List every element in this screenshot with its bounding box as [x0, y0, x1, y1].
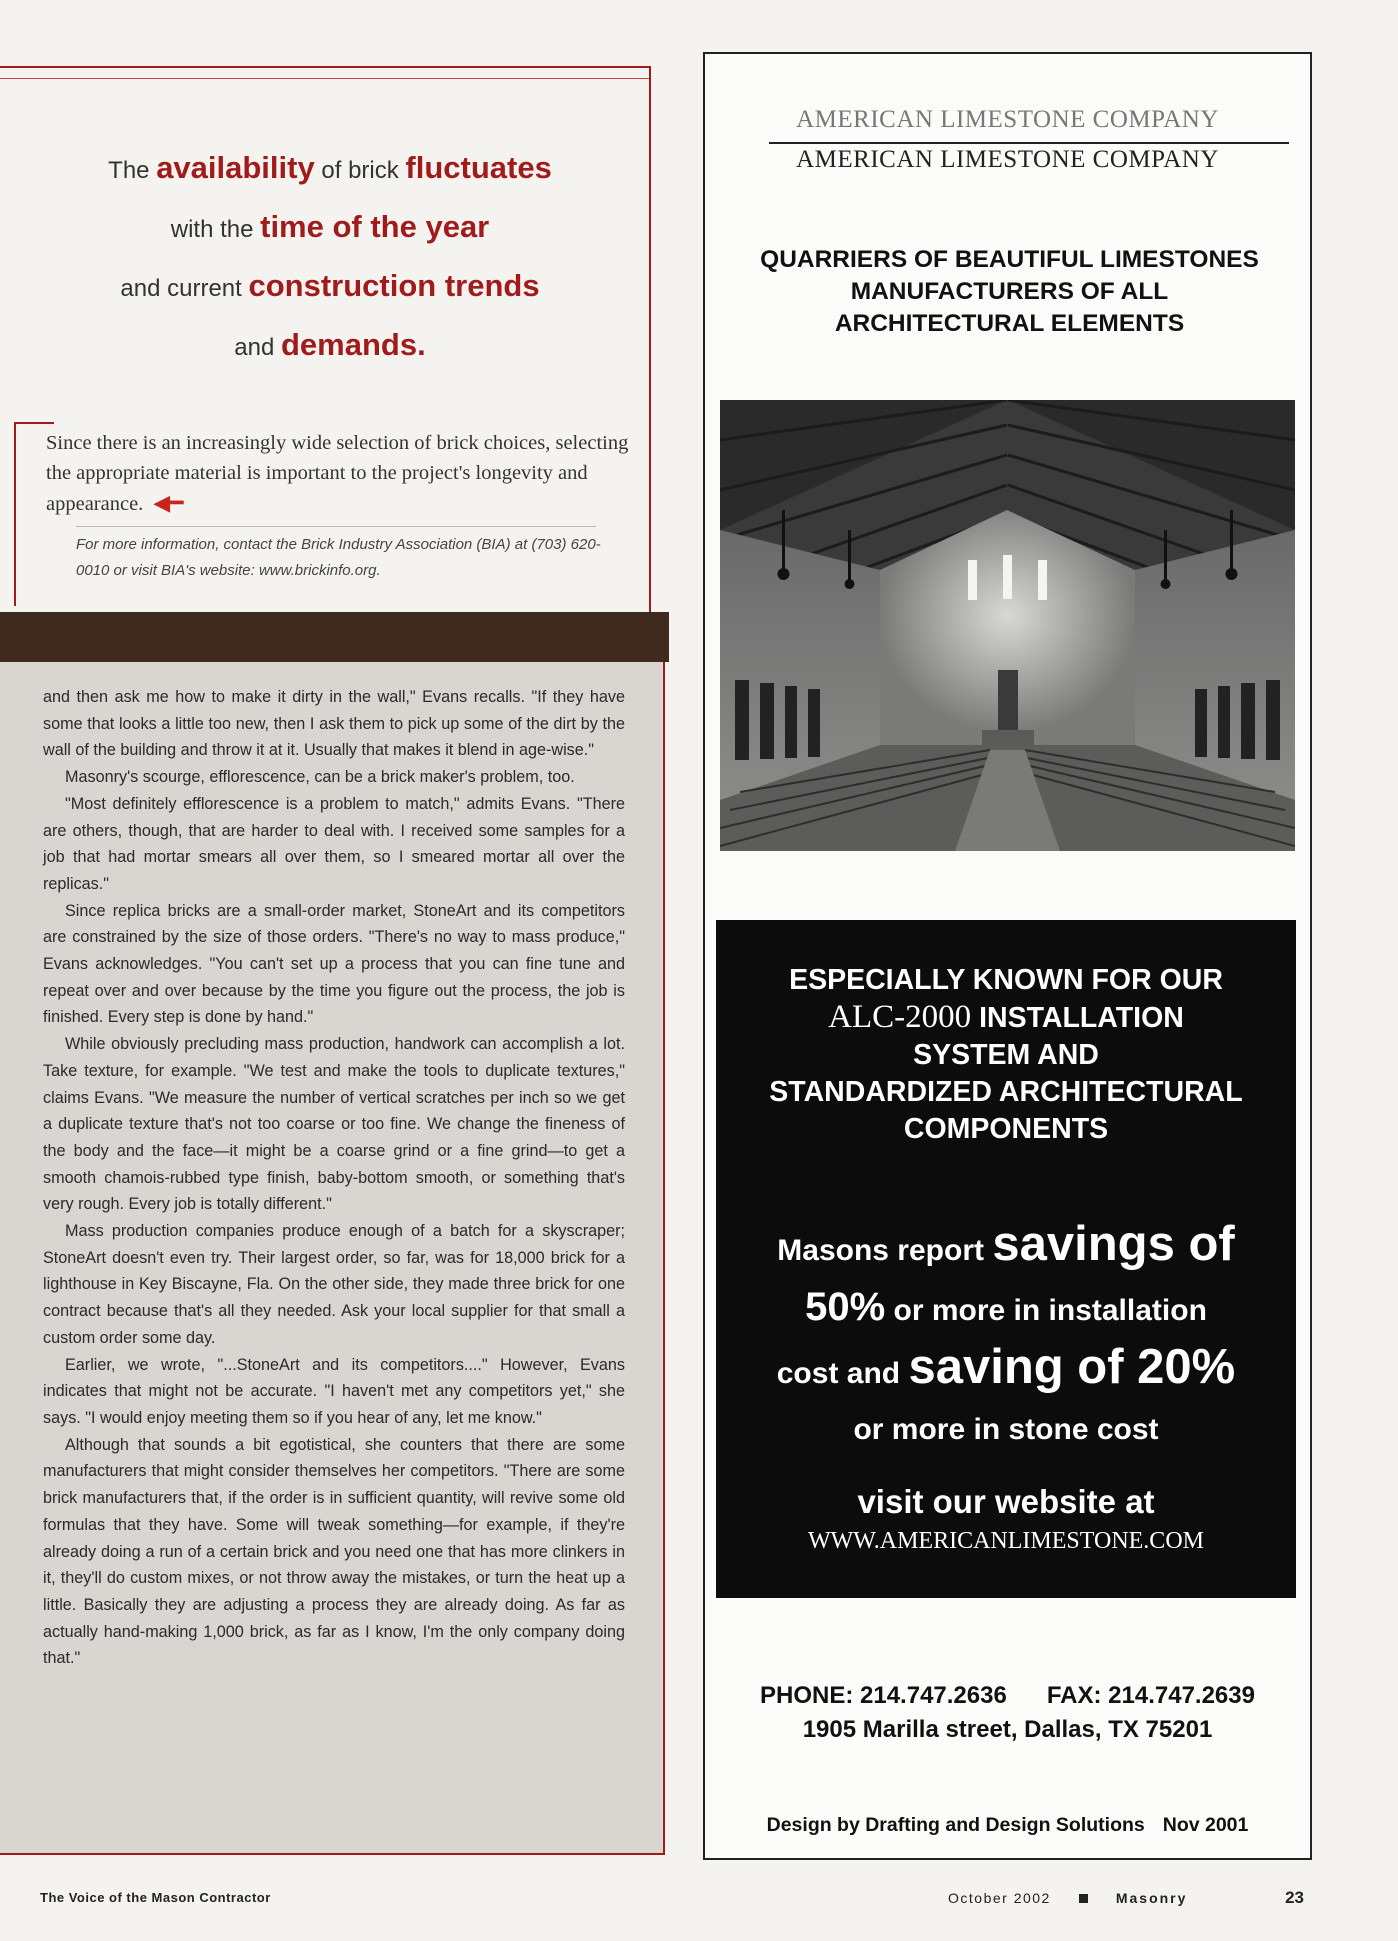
website-block	[716, 1480, 1296, 1558]
issue-date: October 2002	[948, 1890, 1051, 1906]
tagline-line: MANUFACTURERS OF ALL	[850, 278, 1169, 305]
savings-text: cost and	[776, 1357, 901, 1390]
pq-emphasis: demands.	[281, 327, 426, 362]
tagline-line: ARCHITECTURAL ELEMENTS	[834, 310, 1185, 337]
pq-emphasis: fluctuates	[405, 150, 552, 185]
contact-info: For more information, contact the Brick Industry Association (BIA) at (703) 620-0010 or visit BIA's website: www.brickinfo.org.	[76, 536, 601, 579]
savings-emphasis: saving of 20%	[908, 1340, 1236, 1394]
magazine-name: Masonry	[1115, 1890, 1188, 1906]
pq-text: The	[108, 157, 150, 184]
article-paragraph: Since replica bricks are a small-order market, StoneArt and its competitors are constrained by the size of those orders. "There's no way to mass produce," Evans acknowledges. "You can't set up a process that you can fine tune and repeat over and over because by the time you figure out the process, the job is finished. Every step is done by hand."	[43, 901, 625, 1027]
savings-line	[716, 1339, 1296, 1402]
square-bullet-icon	[1079, 1894, 1088, 1903]
design-credit	[705, 1814, 1310, 1837]
savings-block	[716, 1216, 1296, 1458]
summary-body: Since there is an increasingly wide selection of brick choices, selecting the appropriate material is important to the project's longevity and appearance.	[46, 432, 629, 515]
savings-line	[716, 1279, 1296, 1339]
design-credit-text: Design by Drafting and Design Solutions	[766, 1814, 1145, 1836]
phone-fax-line	[705, 1679, 1310, 1713]
pq-text: of brick	[321, 157, 399, 184]
company-name-ghost: AMERICAN LIMESTONE COMPANY	[796, 106, 1219, 133]
pq-text: and current	[120, 275, 242, 302]
known-line: ESPECIALLY KNOWN FOR OUR	[789, 964, 1223, 996]
promo-panel	[716, 920, 1296, 1598]
pq-emphasis: time of the year	[260, 209, 490, 244]
summary-text	[46, 428, 636, 519]
pull-quote-line	[40, 317, 620, 376]
ad-contact	[705, 1679, 1310, 1747]
known-for-block	[716, 962, 1296, 1148]
pq-text: with the	[170, 216, 254, 243]
pull-quote	[40, 140, 620, 376]
pull-quote-line	[40, 199, 620, 258]
summary-divider	[76, 526, 596, 527]
savings-line	[716, 1216, 1296, 1279]
article-body	[43, 684, 625, 1672]
known-line: COMPONENTS	[903, 1113, 1109, 1145]
tagline-line: QUARRIERS OF BEAUTIFUL LIMESTONES	[760, 246, 1259, 273]
visit-label: visit our website at	[857, 1483, 1155, 1520]
savings-emphasis: savings of	[992, 1217, 1235, 1271]
address: 1905 Marilla street, Dallas, TX 75201	[802, 1716, 1213, 1743]
company-rule	[769, 142, 1289, 144]
fax-number: FAX: 214.747.2639	[1046, 1682, 1255, 1709]
article-paragraph: and then ask me how to make it dirty in the wall," Evans recalls. "If they have some that looks a little too new, then I ask them to pick up some of the dirt by the wall of the building and throw it at it. Usually that makes it blend in age-wise."	[43, 688, 625, 760]
pull-quote-line	[40, 140, 620, 199]
company-name: AMERICAN LIMESTONE COMPANY	[796, 146, 1219, 173]
savings-text: or more in installation	[893, 1294, 1207, 1327]
summary-bracket-top	[14, 422, 54, 424]
known-line: STANDARDIZED ARCHITECTURAL	[769, 1076, 1243, 1108]
summary-bracket	[14, 422, 16, 606]
ad-tagline	[725, 244, 1294, 340]
pq-text: and	[234, 334, 275, 361]
limestone-advertisement	[703, 52, 1312, 1860]
savings-text: Masons report	[777, 1234, 984, 1267]
page-number: 23	[1285, 1888, 1304, 1907]
known-text: INSTALLATION	[979, 1002, 1184, 1034]
savings-line: or more in stone cost	[853, 1413, 1159, 1446]
product-name: ALC-2000	[828, 999, 972, 1035]
article-paragraph: While obviously precluding mass production, handwork can accomplish a lot. Take texture, for example. "We test and make the tools to duplicate textures," claims Evans. "We measure the number of vertical scratches per inch so we get a duplicate texture that's not too coarse or too fine. We change the fineness of the body and the face—it might be a coarse grind or a fine grind—to get a smooth chamois-rubbed type finish, baby-bottom smooth, or something that's very rough. Every job is totally different."	[43, 1035, 625, 1214]
pq-emphasis: availability	[156, 150, 315, 185]
article-paragraph: Mass production companies produce enough of a batch for a skyscraper; StoneArt doesn't even try. Their largest order, so far, was for 18,000 brick for a lighthouse in Key Biscayne, Fla. On the other side, they made three brick for one contract because that's all they needed. Ask your local supplier for that small a custom order some day.	[43, 1222, 625, 1347]
arrow-left-icon: ◀━	[153, 490, 184, 515]
savings-percent: 50%	[805, 1285, 886, 1329]
article-paragraph: Although that sounds a bit egotistical, she counters that there are some manufacturers that might consider themselves her competitors. "There are some brick manufacturers that, if the order is in sufficient quantity, will revive some old formulas that they have. Some will tweak something—for example, if they're already doing a run of a certain brick and you need one that has more clinkers in it, they'll do custom mixes, or not throw away the mistakes, or turn the heat up a little. Basically they are adjusting a process they are already doing. As far as actually hand-making 1,000 brick, as far as I know, I'm the only company doing that."	[43, 1435, 625, 1668]
column-header-bar	[0, 612, 669, 662]
design-date: Nov 2001	[1162, 1814, 1249, 1836]
article-paragraph: Masonry's scourge, efflorescence, can be a brick maker's problem, too.	[65, 768, 575, 787]
website-url: WWW.AMERICANLIMESTONE.COM	[808, 1528, 1204, 1554]
article-paragraph: Earlier, we wrote, "...StoneArt and its competitors...." However, Evans indicates that might not be accurate. "I haven't met any competitors yet," she says. "I would enjoy meeting them so if you hear of any, let me know."	[43, 1355, 625, 1427]
footer-tagline: The Voice of the Mason Contractor	[40, 1890, 271, 1905]
pull-quote-line	[40, 258, 620, 317]
article-paragraph: "Most definitely efflorescence is a problem to match," admits Evans. "There are others, though, that are harder to deal with. I received some samples for a job that had mortar smears all over them, so I smeared mortar all over the replicas."	[43, 794, 625, 893]
folio	[948, 1888, 1304, 1908]
phone-number: PHONE: 214.747.2636	[760, 1682, 1007, 1709]
known-line: SYSTEM AND	[913, 1039, 1099, 1071]
church-interior-photo	[720, 400, 1295, 851]
known-line	[716, 999, 1296, 1037]
pq-emphasis: construction trends	[248, 268, 540, 303]
